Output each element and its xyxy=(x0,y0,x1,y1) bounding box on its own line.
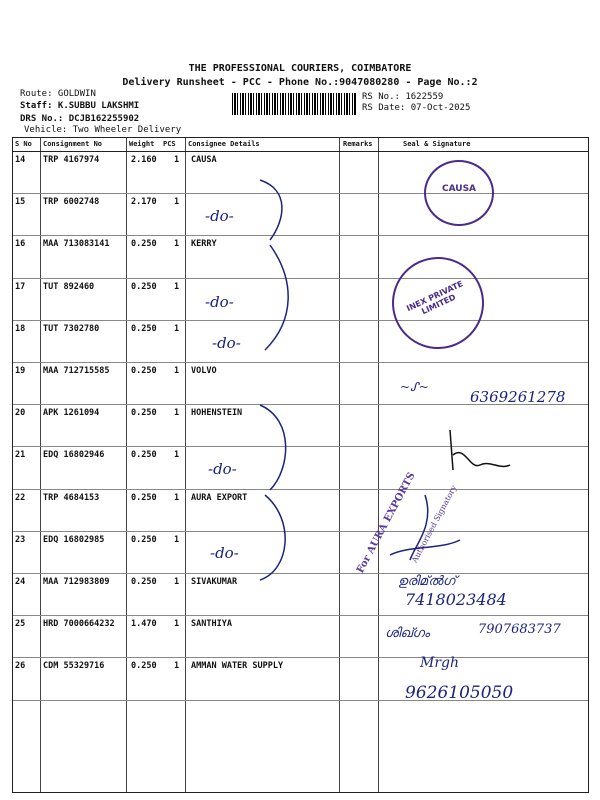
weight: 0.250 xyxy=(131,408,157,419)
consignment-number: APK 1261094 xyxy=(43,408,100,419)
sno: 25 xyxy=(15,619,26,630)
sno: 14 xyxy=(15,155,26,165)
weight: 0.250 xyxy=(131,661,157,672)
pcs: 1 xyxy=(174,366,180,376)
ditto-mark: -do- xyxy=(212,334,241,352)
col-consignee: Consignee Details xyxy=(188,140,260,148)
consignment-number: MAA 712983809 xyxy=(43,577,110,587)
ditto-mark: -do- xyxy=(208,460,237,478)
weight: 0.250 xyxy=(131,281,157,292)
seal-stamp: CAUSA xyxy=(424,160,494,226)
col-pcs: PCS xyxy=(163,140,176,148)
handwritten-name: ശിഖ്ഗം xyxy=(385,626,430,641)
drs-label: DRS No.: DCJB162255902 xyxy=(20,114,140,124)
pcs: 1 xyxy=(174,661,180,672)
consignee-name: VOLVO xyxy=(191,366,217,376)
consignment-number: HRD 7000664232 xyxy=(43,619,115,630)
route-label: Route: GOLDWIN xyxy=(20,89,96,99)
pcs: 1 xyxy=(174,197,180,208)
sno: 16 xyxy=(15,239,26,250)
weight: 0.250 xyxy=(131,450,157,461)
pcs: 1 xyxy=(174,323,180,334)
handwritten-phone: 6369261278 xyxy=(470,388,566,406)
consignee-name: AMMAN WATER SUPPLY xyxy=(191,661,284,672)
handwritten-phone: 9626105050 xyxy=(405,683,514,703)
weight: 1.470 xyxy=(131,619,157,630)
rs-date: RS Date: 07-Oct-2025 xyxy=(362,103,471,113)
ditto-mark: -do- xyxy=(210,544,239,562)
company-title: THE PROFESSIONAL COURIERS, COIMBATORE xyxy=(188,63,412,74)
vehicle-label: Vehicle: Two Wheeler Delivery xyxy=(24,125,182,135)
pcs: 1 xyxy=(174,155,180,165)
consignment-number: CDM 55329716 xyxy=(43,661,105,672)
weight: 0.250 xyxy=(131,366,157,376)
pcs: 1 xyxy=(174,239,180,250)
pcs: 1 xyxy=(174,577,180,587)
pcs: 1 xyxy=(174,534,180,545)
handwritten-braces xyxy=(250,150,310,800)
sno: 23 xyxy=(15,534,26,545)
handwritten-phone: 7907683737 xyxy=(478,622,561,637)
col-consignment: Consignment No xyxy=(43,140,103,148)
consignment-number: TRP 6002748 xyxy=(43,197,100,208)
weight: 0.250 xyxy=(131,534,157,545)
sno: 15 xyxy=(15,197,26,208)
signature-mark xyxy=(445,425,515,475)
weight: 0.250 xyxy=(131,577,157,587)
sno: 26 xyxy=(15,661,26,672)
sno: 19 xyxy=(15,366,26,376)
consignment-number: TUT 7302780 xyxy=(43,323,100,334)
consignee-name: SIVAKUMAR xyxy=(191,577,238,587)
consignment-number: TUT 892460 xyxy=(43,281,95,292)
weight: 0.250 xyxy=(131,323,157,334)
sno: 17 xyxy=(15,281,26,292)
weight: 2.170 xyxy=(131,197,157,208)
pcs: 1 xyxy=(174,450,180,461)
col-sno: S No xyxy=(15,140,32,148)
signature-scribble: Mrgh xyxy=(420,655,460,671)
col-remarks: Remarks xyxy=(343,140,373,148)
col-signature: Seal & Signature xyxy=(403,140,471,148)
consignment-number: EDQ 16802946 xyxy=(43,450,105,461)
col-weight: Weight xyxy=(129,140,155,148)
consignment-number: EDQ 16802985 xyxy=(43,534,105,545)
sno: 22 xyxy=(15,492,26,503)
signature-scribble: ~ᔑ~ xyxy=(400,380,429,394)
consignment-number: MAA 713083141 xyxy=(43,239,110,250)
pcs: 1 xyxy=(174,492,180,503)
pcs: 1 xyxy=(174,408,180,419)
seal-stamp: INEX PRIVATE LIMITED xyxy=(377,242,499,364)
rs-number: RS No.: 1622559 xyxy=(362,92,444,102)
weight: 2.160 xyxy=(131,155,157,165)
sno: 24 xyxy=(15,577,26,587)
weight: 0.250 xyxy=(131,239,157,250)
ditto-mark: -do- xyxy=(205,207,234,225)
weight: 0.250 xyxy=(131,492,157,503)
sno: 20 xyxy=(15,408,26,419)
consignee-name: SANTHIYA xyxy=(191,619,232,630)
barcode xyxy=(232,93,356,115)
authorised-signatory-stamp: Authorised Signatory xyxy=(410,483,459,565)
consignment-number: TRP 4684153 xyxy=(43,492,100,503)
runsheet-subtitle: Delivery Runsheet - PCC - Phone No.:9047080280 - Page No.:2 xyxy=(122,77,478,88)
consignee-name: HOHENSTEIN xyxy=(191,408,243,419)
staff-label: Staff: K.SUBBU LAKSHMI xyxy=(20,101,140,111)
pcs: 1 xyxy=(174,281,180,292)
handwritten-name: ഉരിമ്ൽഗ് xyxy=(398,574,456,589)
consignee-name: KERRY xyxy=(191,239,217,250)
handwritten-phone: 7418023484 xyxy=(405,590,507,609)
sno: 18 xyxy=(15,323,26,334)
ditto-mark: -do- xyxy=(205,293,234,311)
pcs: 1 xyxy=(174,619,180,630)
consignment-number: MAA 712715585 xyxy=(43,366,110,376)
sno: 21 xyxy=(15,450,26,461)
consignee-name: CAUSA xyxy=(191,155,217,165)
company-stamp-text: For AURA EXPORTS xyxy=(355,470,418,576)
consignee-name: AURA EXPORT xyxy=(191,492,248,503)
consignment-number: TRP 4167974 xyxy=(43,155,100,165)
